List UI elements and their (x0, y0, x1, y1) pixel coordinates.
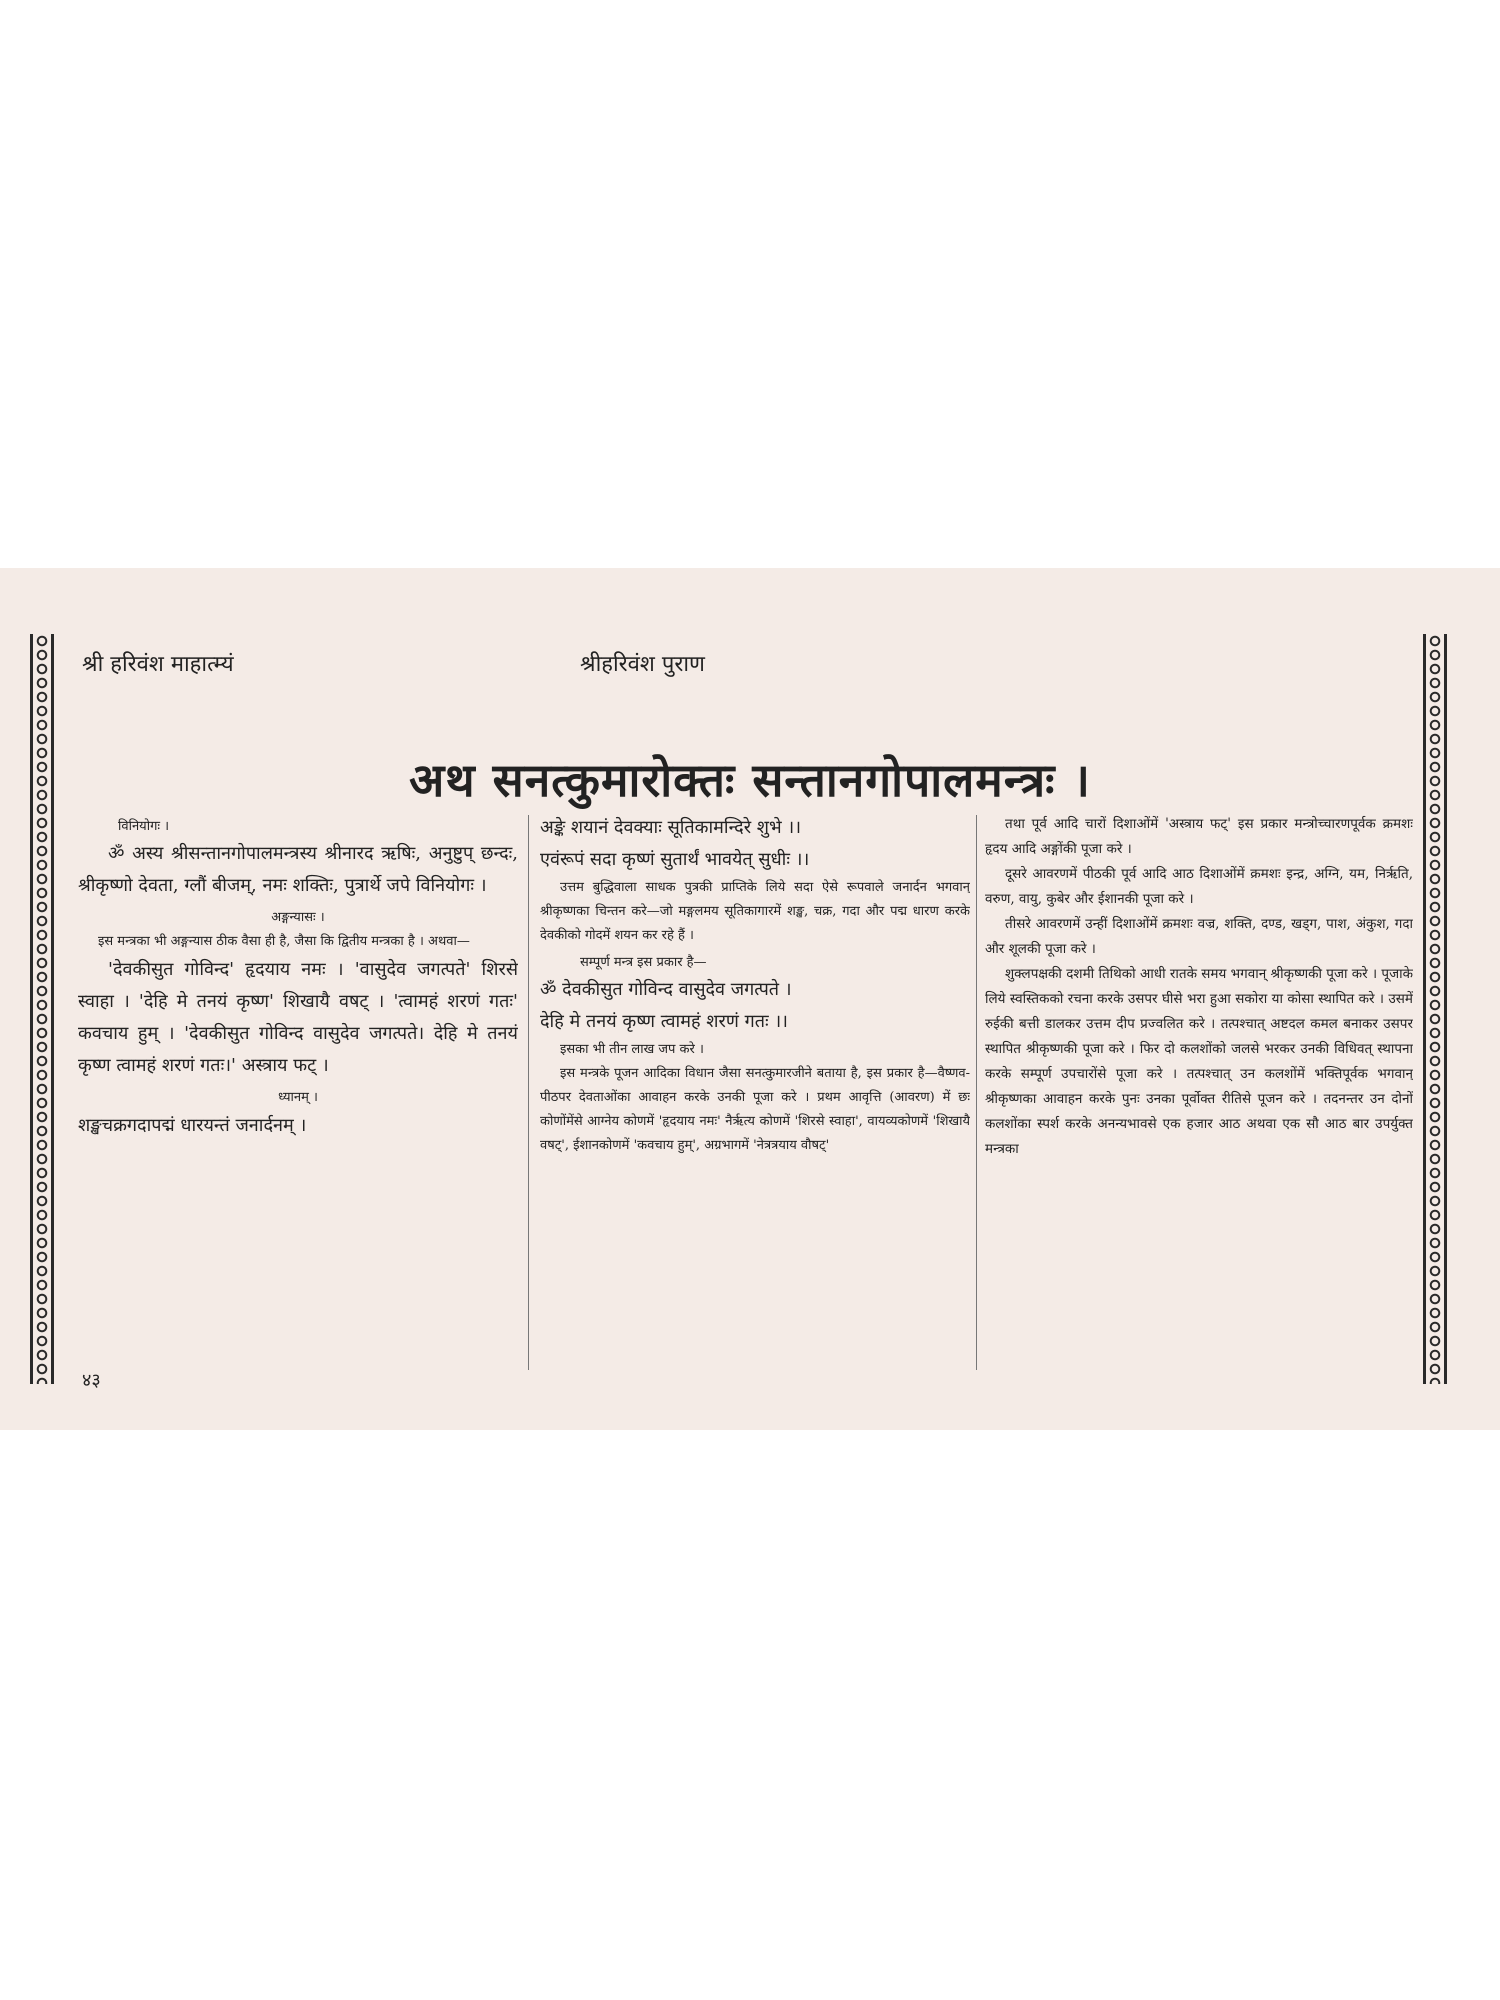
full-mantra-line-2: देहि मे तनयं कृष्ण त्वामहं शरणं गतः ।। (540, 1011, 788, 1032)
page-title: अथ सनत्कुमारोक्तः सन्तानगोपालमन्त्रः । (409, 753, 1091, 807)
column-2 (540, 812, 970, 1372)
paragraph-2: दूसरे आवरणमें पीठकी पूर्व आदि आठ दिशाओंमें क्रमशः इन्द्र, अग्नि, यम, निर्ऋति, वरुण, वायु, कुबेर और ईशानकी पूजा करे । (985, 866, 1413, 907)
verse-line-1: अङ्के शयानं देवक्याः सूतिकामन्दिरे शुभे ।। (540, 817, 802, 838)
paragraph-4: शुक्लपक्षकी दशमी तिथिको आधी रातके समय भगवान् श्रीकृष्णकी पूजा करे । पूजाके लिये स्वस्तिकको रचना करके उसपर घीसे भरा हुआ सकोरा या कोसा स्थापित करे । उसमें रुईकी बत्ती डालकर उत्तम दीप प्रज्वलित करे । तत्पश्चात् अष्टदल कमल बनाकर उसपर स्थापित श्रीकृष्णकी पूजा करे । फिर दो कलशोंको जलसे भरकर उनकी विधिवत् स्थापना करके सम्पूर्ण उपचारोंसे पूजा करे । तत्पश्चात् उन कलशोंमें भक्तिपूर्वक भगवान् श्रीकृष्णका आवाहन करके पुनः उनका पूर्वोक्त रीतिसे पूजन करे । तदनन्तर उन दोनों कलशोंका स्पर्श करके अनन्यभावसे एक हजार आठ अथवा एक सौ आठ बार उपर्युक्त मन्त्रका (985, 966, 1413, 1157)
anganyasa-note: इस मन्त्रका भी अङ्गन्यास ठीक वैसा ही है, जैसा कि द्वितीय मन्त्रका है । अथवा— (98, 934, 470, 949)
running-header-center: श्रीहरिवंश पुराण (580, 652, 705, 677)
column-3 (985, 812, 1413, 1372)
anganyasa-heading: अङ्गन्यासः । (271, 910, 325, 925)
column-1 (78, 812, 518, 1372)
anganyasa-text: 'देवकीसुत गोविन्द' हृदयाय नमः । 'वासुदेव जगत्पते' शिरसे स्वाहा । 'देहि मे तनयं कृष्ण' शिखायै वषट् । 'त्वामहं शरणं गतः' कवचाय हुम् । 'देवकीसुत गोविन्द वासुदेव जगत्पते। देहि मे तनयं कृष्ण त्वामहं शरणं गतः।' अस्त्राय फट् । (78, 959, 518, 1076)
full-mantra-heading: सम्पूर्ण मन्त्र इस प्रकार है— (580, 955, 707, 970)
paragraph-3: तीसरे आवरणमें उन्हीं दिशाओंमें क्रमशः वज्र, शक्ति, दण्ड, खड्ग, पाश, अंकुश, गदा और शूलकी पूजा करे । (985, 916, 1413, 957)
paragraph-1: तथा पूर्व आदि चारों दिशाओंमें 'अस्त्राय फट्' इस प्रकार मन्त्रोच्चारणपूर्वक क्रमशः हृदय आदि अङ्गोंकी पूजा करे । (985, 816, 1413, 857)
full-mantra-line-1: ॐ देवकीसुत गोविन्द वासुदेव जगत्पते । (540, 979, 792, 1000)
running-header-left: श्री हरिवंश माहात्म्यं (82, 652, 234, 677)
column-divider (528, 815, 529, 1370)
dhyana-heading: ध्यानम् । (278, 1090, 318, 1105)
column-divider (976, 815, 977, 1370)
right-ornamental-border (1423, 634, 1447, 1384)
verse-line-2: एवंरूपं सदा कृष्णं सुतार्थं भावयेत् सुधीः ।। (540, 849, 810, 870)
viniyoga-text: ॐ अस्य श्रीसन्तानगोपालमन्त्रस्य श्रीनारद ऋषिः, अनुष्टुप् छन्दः, श्रीकृष्णो देवता, ग्लौं बीजम्, नमः शक्तिः, पुत्रार्थे जपे विनियोगः । (78, 843, 518, 896)
japa-count: इसका भी तीन लाख जप करे । (560, 1042, 704, 1057)
viniyoga-heading: विनियोगः । (118, 819, 170, 834)
dhyana-text: शङ्खचक्रगदापद्मं धारयन्तं जनार्दनम् । (78, 1115, 307, 1136)
page-number: ४३ (82, 1370, 101, 1391)
verse-explanation: उत्तम बुद्धिवाला साधक पुत्रकी प्राप्तिके लिये सदा ऐसे रूपवाले जनार्दन भगवान् श्रीकृष्णका चिन्तन करे—जो मङ्गलमय सूतिकागारमें शङ्ख, चक्र, गदा और पद्म धारण करके देवकीको गोदमें शयन कर रहे हैं । (540, 880, 970, 943)
left-ornamental-border (30, 634, 54, 1384)
puja-procedure: इस मन्त्रके पूजन आदिका विधान जैसा सनत्कुमारजीने बताया है, इस प्रकार है—वैष्णव-पीठपर देवताओंका आवाहन करके उनकी पूजा करे । प्रथम आवृत्ति (आवरण) में छः कोणोंमेंसे आग्नेय कोणमें 'हृदयाय नमः' नैर्ऋत्य कोणमें 'शिरसे स्वाहा', वायव्यकोणमें 'शिखायै वषट्', ईशानकोणमें 'कवचाय हुम्', अग्रभागमें 'नेत्रत्रयाय वौषट्' (540, 1066, 970, 1153)
